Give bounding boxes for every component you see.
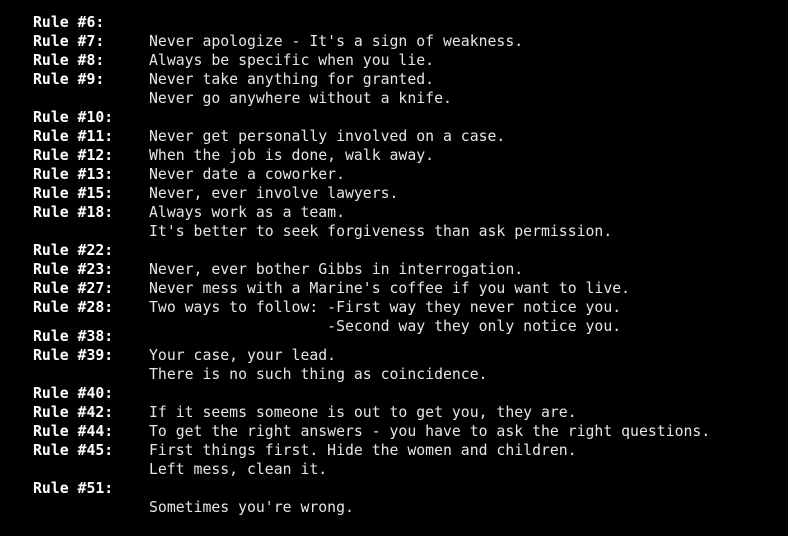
rule-number: Rule #15: (33, 185, 114, 202)
rule-text: Sometimes you're wrong. (149, 499, 354, 516)
rule-text: Never go anywhere without a knife. (149, 90, 452, 107)
rule-text: Left mess, clean it. (149, 461, 328, 478)
rule-group-4 (0, 308, 788, 383)
rule-text: To get the right answers - you have to ask the right questions. (149, 423, 711, 440)
rule-text: There is no such thing as coincidence. (149, 366, 488, 383)
rule-text: Never take anything for granted. (149, 71, 435, 88)
rule-number: Rule #6: (33, 14, 105, 31)
rule-text: When the job is done, walk away. (149, 147, 435, 164)
rule-group-5 (0, 365, 788, 478)
rule-text: Never, ever involve lawyers. (149, 185, 399, 202)
rule-number: Rule #13: (33, 166, 114, 183)
rule-number: Rule #44: (33, 423, 114, 440)
rule-number: Rule #38: (33, 328, 114, 345)
rule-text: Never mess with a Marine's coffee if you want to live. (149, 280, 631, 297)
rule-number: Rule #18: (33, 204, 114, 221)
rule-number: Rule #45: (33, 442, 114, 459)
rule-group-2 (0, 89, 788, 240)
rule-number: Rule #40: (33, 385, 114, 402)
rule-number: Rule #10: (33, 109, 114, 126)
rule-text: Always be specific when you lie. (149, 52, 435, 69)
rule-number: Rule #23: (33, 261, 114, 278)
rule-text: Never get personally involved on a case. (149, 128, 506, 145)
rule-text: -Second way they only notice you. (149, 318, 622, 335)
rule-number: Rule #27: (33, 280, 114, 297)
rule-number: Rule #39: (33, 347, 114, 364)
rule-text: Never, ever bother Gibbs in interrogation. (149, 261, 524, 278)
rule-row (0, 460, 788, 516)
rule-number: Rule #51: (33, 480, 114, 497)
rule-group-6 (0, 460, 788, 516)
rule-group-3 (0, 222, 788, 335)
rule-text: Always work as a team. (149, 204, 345, 221)
rule-text: Never apologize - It's a sign of weakness. (149, 33, 524, 50)
rule-text: First things first. Hide the women and children. (149, 442, 577, 459)
rule-number: Rule #42: (33, 404, 114, 421)
rule-number: Rule #8: (33, 52, 105, 69)
rule-group-1 (0, 0, 788, 107)
rule-number: Rule #12: (33, 147, 114, 164)
rule-text: Two ways to follow: -First way they never notice you. (149, 299, 622, 316)
rule-number: Rule #7: (33, 33, 105, 50)
rule-text: It's better to seek forgiveness than ask permission. (149, 223, 613, 240)
rule-number: Rule #11: (33, 128, 114, 145)
rule-number: Rule #28: (33, 299, 114, 316)
rule-text: If it seems someone is out to get you, they are. (149, 404, 577, 421)
rule-number: Rule #9: (33, 71, 105, 88)
rule-text: Never date a coworker. (149, 166, 345, 183)
rule-text: Your case, your lead. (149, 347, 337, 364)
rule-number: Rule #22: (33, 242, 114, 259)
